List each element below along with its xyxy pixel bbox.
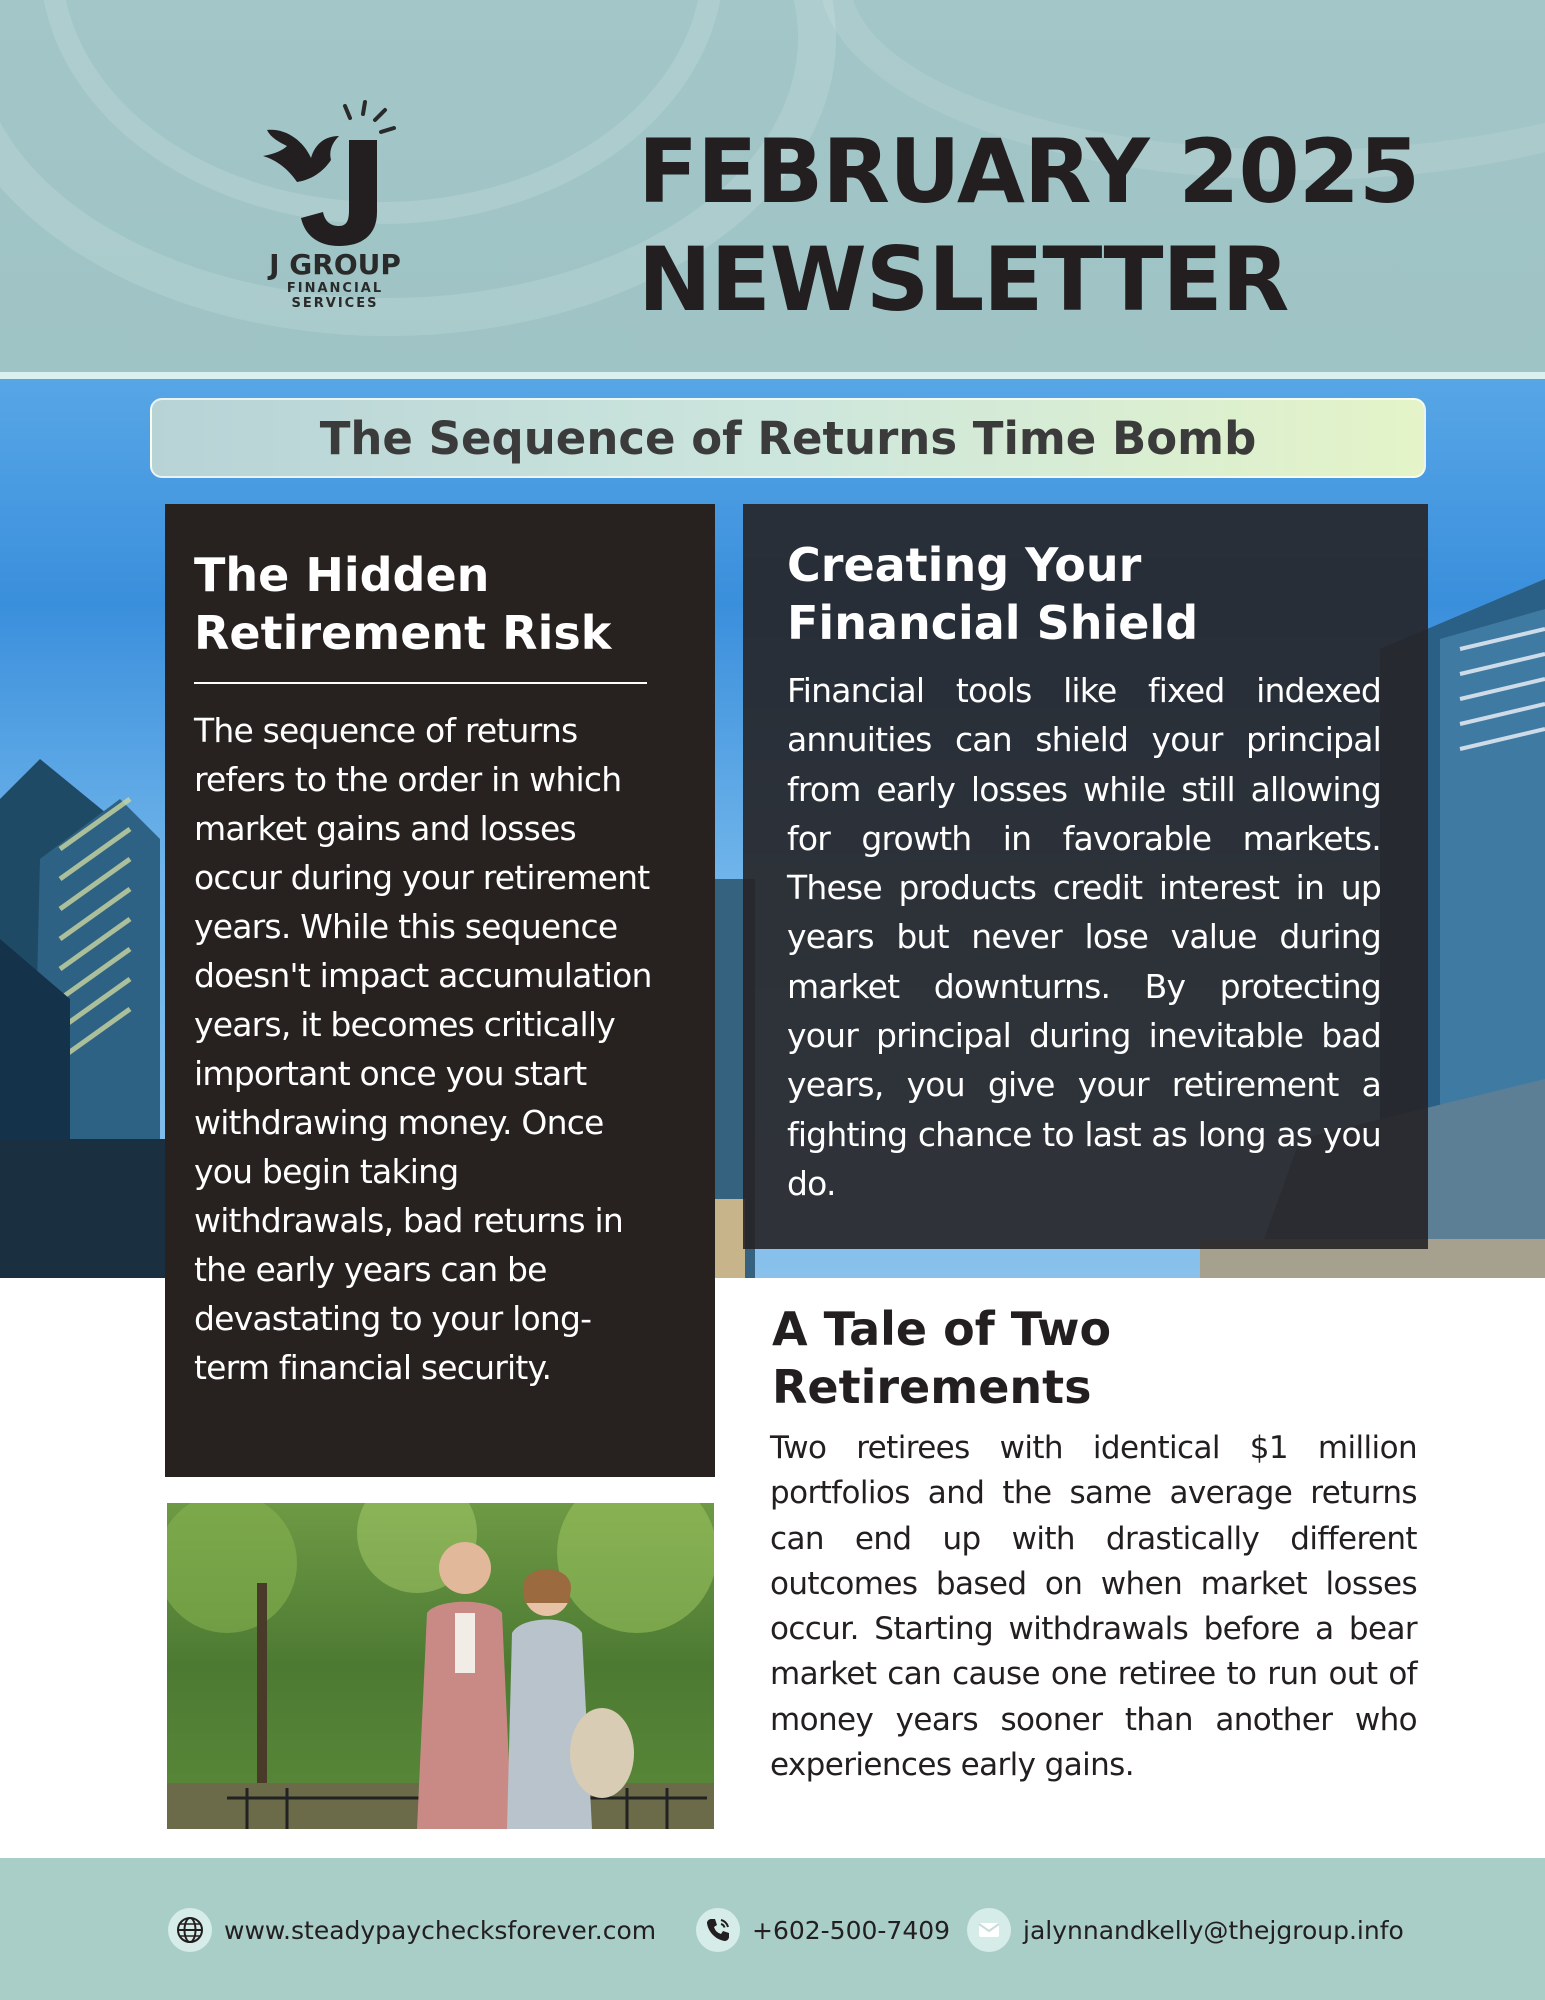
dove-j-logo-icon: [245, 100, 425, 250]
phone-number[interactable]: +602-500-7409: [752, 1915, 951, 1945]
email-address[interactable]: jalynnandkelly@thejgroup.info: [1023, 1915, 1404, 1945]
tale-of-two-section: [770, 1300, 1417, 1788]
financial-shield-heading: Creating Your Financial Shield: [787, 538, 1199, 650]
hidden-risk-heading: The Hidden Retirement Risk: [194, 548, 612, 660]
header-divider: [0, 372, 1545, 379]
phone-contact[interactable]: [696, 1908, 950, 1952]
company-logo: [245, 100, 425, 325]
tale-heading: A Tale of Two Retirements: [772, 1302, 1112, 1414]
logo-tagline-2: SERVICES: [291, 296, 379, 311]
financial-shield-card: [743, 504, 1428, 1249]
footer-contact-bar: [0, 1858, 1545, 2000]
logo-name: J GROUP: [269, 248, 401, 281]
couple-in-park-image: [167, 1503, 714, 1829]
title-line-2: NEWSLETTER: [638, 228, 1289, 331]
website-contact[interactable]: [168, 1908, 656, 1952]
financial-shield-body: Financial tools like fixed indexed annuities can shield your principal from early losses while still allowing for growth in favorable markets. These products credit interest in up years but never lose value during market downturns. By protecting your principal during inevitable bad years, you give your retirement a fighting chance to last as long as you do.: [787, 671, 1381, 1203]
logo-text: [245, 248, 425, 311]
logo-tagline-1: FINANCIAL: [286, 281, 384, 296]
tale-body: Two retirees with identical $1 million portfolios and the same average returns can end up with drastically different outcomes based on when market losses occur. Starting withdrawals before a bear market can cause one retiree to run out of money years sooner than another who experiences early gains.: [770, 1430, 1417, 1784]
newsletter-title: [638, 118, 1518, 334]
hidden-risk-body: The sequence of returns refers to the order in which market gains and losses occur during your retirement years. While this sequence doesn't impact accumulation years, it becomes critically important once you start withdrawing money. Once you begin taking withdrawals, bad returns in the early years can be devastating to your long-term financial security.: [194, 711, 652, 1387]
globe-icon: [168, 1908, 212, 1952]
retired-couple-photo: [167, 1503, 714, 1829]
header-band: [0, 0, 1545, 375]
phone-icon: [696, 1908, 740, 1952]
email-contact[interactable]: [967, 1908, 1404, 1952]
section-banner: [150, 398, 1426, 478]
website-link[interactable]: www.steadypaychecksforever.com: [224, 1915, 657, 1945]
heading-underline: [194, 682, 647, 684]
title-line-1: FEBRUARY 2025: [638, 120, 1420, 223]
banner-title: The Sequence of Returns Time Bomb: [319, 411, 1257, 465]
hidden-risk-card: [165, 504, 715, 1477]
mail-icon: [967, 1908, 1011, 1952]
